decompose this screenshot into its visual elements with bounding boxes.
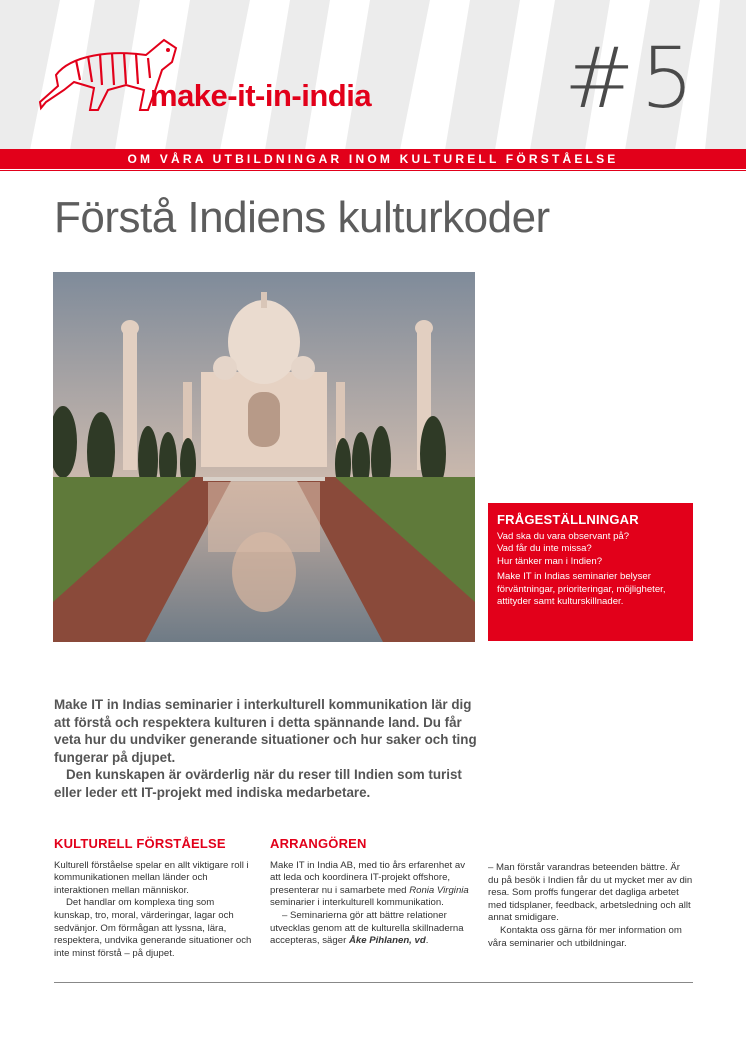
- column-2-paragraph-1: Make IT in India AB, med tio års erfarenhet av att leda och koordinera IT-projekt offshore, presenterar nu i samarbete med Ronia Virginia seminarier i interkulturell kommunikation.: [270, 859, 469, 909]
- ribbon-underline: [0, 170, 746, 171]
- column-2-heading: ARRANGÖREN: [270, 836, 367, 851]
- taj-mahal-photo: [53, 272, 475, 642]
- intro-paragraph-1: Make IT in Indias seminarier i interkulturell kommunikation lär dig att förstå och respektera kulturen i detta spännande land. Du får veta hur du undviker generande situationer och hur saker och ting fungerar på djupet.: [54, 697, 477, 765]
- column-1-paragraph-1: Kulturell förståelse spelar en allt viktigare roll i kommunikationen mellan länder och interaktionen mellan människor.: [54, 859, 249, 896]
- brand-name: make-it-in-india: [150, 78, 372, 113]
- column-1-paragraph-2: Det handlar om komplexa ting som kunskap, tro, moral, värderingar, lagar och sedvänjor. Om förmågan att lyssna, lära, respektera, undvika generande situationer och inte minst förstå – på djupet.: [54, 897, 252, 959]
- intro-paragraph-2: Den kunskapen är ovärderlig när du reser till Indien som turist eller leder ett IT-projekt med indiska medarbetare.: [54, 767, 462, 800]
- questions-text: Make IT in Indias seminarier belyser förväntningar, prioriteringar, möjligheter, attityder samt kulturskillnader.: [497, 571, 666, 608]
- ribbon-banner: OM VÅRA UTBILDNINGAR INOM KULTURELL FÖRSTÅELSE: [0, 149, 746, 169]
- page-title: Förstå Indiens kulturkoder: [54, 193, 550, 242]
- column-2-paragraph-2: – Seminarierna gör att bättre relationer utvecklas genom att de kulturella skillnaderna accepteras, säger Åke Pihlanen, vd.: [270, 909, 464, 947]
- column-3-paragraph-2: Kontakta oss gärna för mer information om våra seminarier och utbildningar.: [488, 924, 682, 949]
- column-1-heading: KULTURELL FÖRSTÅELSE: [54, 836, 226, 851]
- question-3: Hur tänker man i Indien?: [497, 555, 603, 567]
- intro-text: [54, 696, 484, 802]
- questions-box: [488, 503, 693, 641]
- column-3-paragraph-1: – Man förstår varandras beteenden bättre. Är du på besök i Indien får du ut mycket mer av din resa. Som proffs fungerar det dagliga arbetet med tidsplaner, feedback, arbetsledning och allt annat smidigare.: [488, 862, 693, 924]
- question-1: Vad ska du vara observant på?: [497, 531, 630, 542]
- column-organizer: [270, 838, 470, 948]
- column-cultural-understanding: [54, 838, 252, 960]
- ceo-name: Åke Pihlanen, vd: [348, 935, 426, 947]
- footer-divider: [54, 982, 693, 983]
- questions-heading: FRÅGESTÄLLNINGAR: [497, 512, 639, 527]
- issue-number: #5: [564, 29, 700, 127]
- question-2: Vad får du inte missa?: [497, 543, 592, 555]
- column-quote-contact: [488, 862, 693, 950]
- partner-name: Ronia Virginia: [409, 884, 469, 896]
